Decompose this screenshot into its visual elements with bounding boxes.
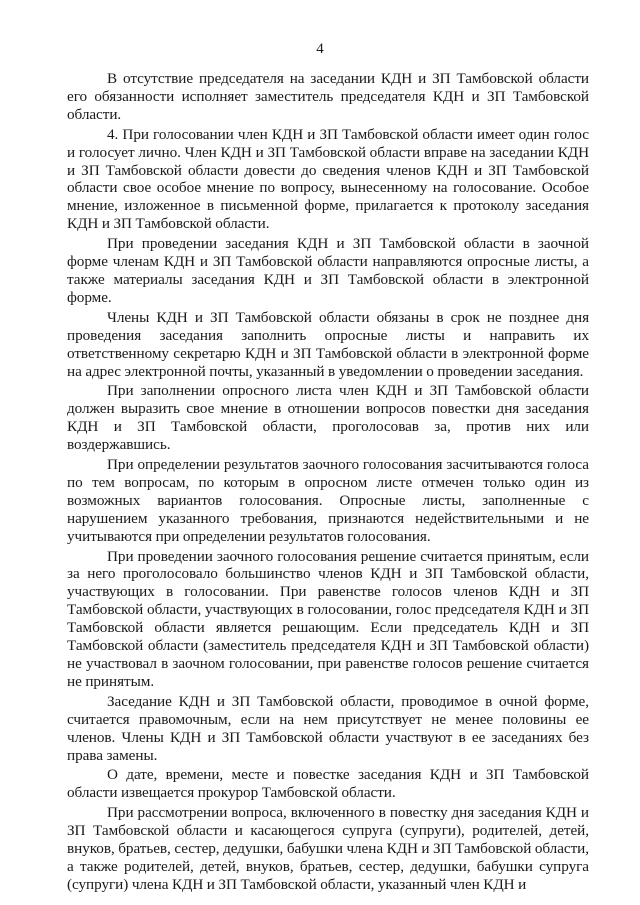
paragraph-3: При проведении заседания КДН и ЗП Тамбовской области в заочной форме членам КДН и ЗП Тамбовской области направляются опросные листы, а также материалы заседания КДН и ЗП Тамбовской области в электронной форме. [67, 235, 589, 306]
paragraph-1: В отсутствие председателя на заседании КДН и ЗП Тамбовской области его обязанности исполняет заместитель председателя КДН и ЗП Тамбовской области. [67, 70, 589, 123]
document-body [67, 70, 589, 896]
paragraph-9: О дате, времени, месте и повестке заседания КДН и ЗП Тамбовской области извещается прокурор Тамбовской области. [67, 766, 589, 802]
paragraph-4: Члены КДН и ЗП Тамбовской области обязаны в срок не позднее дня проведения заседания заполнить опросные листы и направить их ответственному секретарю КДН и ЗП Тамбовской области в электронной форме на адрес электронной почты, указанный в уведомлении о проведении заседания. [67, 308, 589, 380]
paragraph-7: При проведении заочного голосования решение считается принятым, если за него проголосовало большинство членов КДН и ЗП Тамбовской области, участвующих в голосовании. При равенстве голосов членов КДН и ЗП Тамбовской области, участвующих в голосовании, голос председателя КДН и ЗП Тамбовской области является решающим. Если председатель КДН и ЗП Тамбовской области (заместитель председателя КДН и ЗП Тамбовской области) не участвовал в заочном голосовании, при равенстве голосов решение считается не принятым. [67, 547, 589, 690]
paragraph-8: Заседание КДН и ЗП Тамбовской области, проводимое в очной форме, считается правомочным, если на нем присутствует не менее половины ее членов. Члены КДН и ЗП Тамбовской области участвуют в ее заседаниях без права замены. [67, 692, 589, 764]
page-number: 4 [316, 41, 324, 57]
paragraph-10: При рассмотрении вопроса, включенного в повестку дня заседания КДН и ЗП Тамбовской области и касающегося супруга (супруги), родителей, детей, внуков, братьев, сестер, дедушки, бабушки члена КДН и ЗП Тамбовской области, а также родителей, детей, внуков, братьев, сестер, дедушки, бабушки супруга (супруги) члена КДН и ЗП Тамбовской области, указанный член КДН и [67, 804, 590, 893]
paragraph-5: При заполнении опросного листа член КДН и ЗП Тамбовской области должен выразить свое мнение в отношении вопросов повестки дня заседания КДН и ЗП Тамбовской области, проголосовав за, против них или воздержавшись. [67, 382, 589, 454]
paragraph-6: При определении результатов заочного голосования засчитываются голоса по тем вопросам, по которым в опросном листе отмечен только один из возможных вариантов голосования. Опросные листы, заполненные с нарушением указанного требования, признаются недействительными и не учитываются при определении результатов голосования. [67, 456, 589, 545]
paragraph-2: 4. При голосовании член КДН и ЗП Тамбовской области имеет один голос и голосует лично. Член КДН и ЗП Тамбовской области вправе на заседании КДН и ЗП Тамбовской области довести до сведения членов КДН и ЗП Тамбовской области свое особое мнение по вопросу, вынесенному на голосование. Особое мнение, изложенное в письменной форме, прилагается к протоколу заседания КДН и ЗП Тамбовской области. [67, 125, 589, 233]
